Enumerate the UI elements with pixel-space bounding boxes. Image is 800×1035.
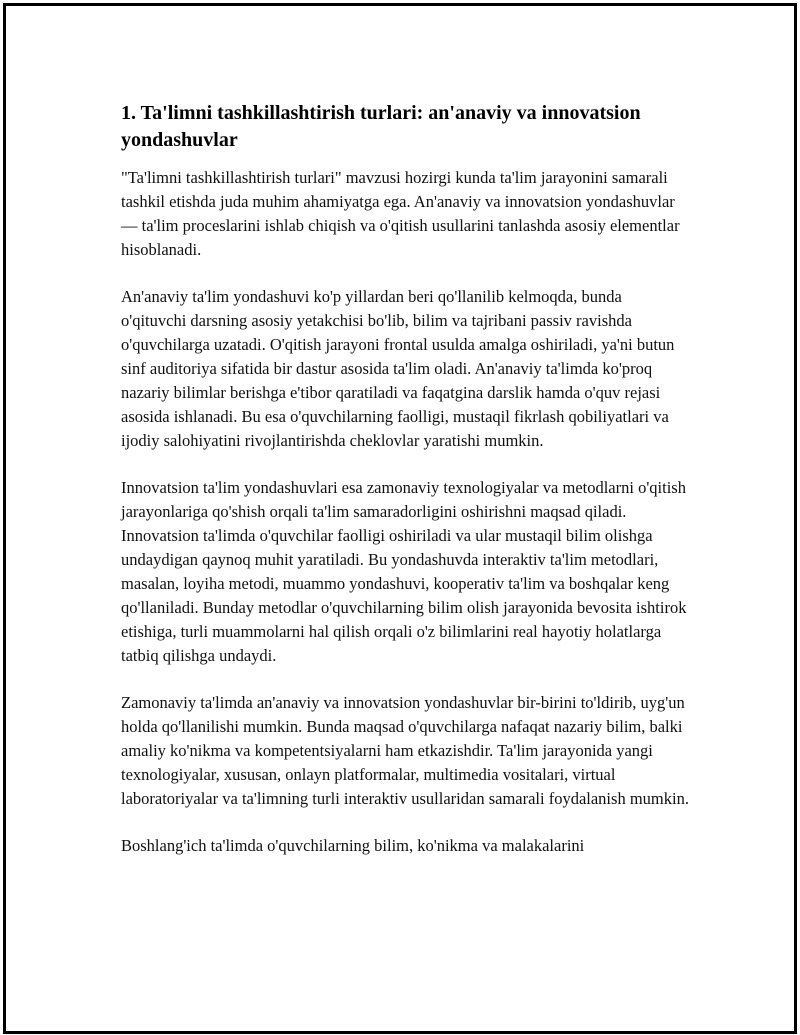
- section-heading: 1. Ta'limni tashkillashtirish turlari: an'anaviy va innovatsion yondashuvlar: [121, 102, 641, 151]
- paragraph-primary-education: Boshlang'ich ta'limda o'quvchilarning bilim, ko'nikma va malakalarini: [121, 836, 585, 855]
- paragraph-traditional: An'anaviy ta'lim yondashuvi ko'p yillardan beri qo'llanilib kelmoqda, bunda o'qituvchi darsning asosiy yetakchisi bo'lib, bilim va tajribani passiv ravishda o'quvchilarga uzatadi. O'qitish jarayoni frontal usulda amalga oshiriladi, ya'ni butun sinf auditoriya sifatida bir dastur asosida ta'lim oladi. An'anaviy ta'limda ko'proq nazariy bilimlar berishga e'tibor qaratiladi va faqatgina darslik hamda o'quv rejasi asosida ishlanadi. Bu esa o'quvchilarning faolligi, mustaqil fikrlash qobiliyatlari va ijodiy salohiyatini rivojlantirishda cheklovlar yaratishi mumkin.: [121, 287, 675, 450]
- document-body: [121, 100, 691, 858]
- paragraph-intro: "Ta'limni tashkillashtirish turlari" mavzusi hozirgi kunda ta'lim jarayonini samarali tashkil etishda juda muhim ahamiyatga ega. An'anaviy va innovatsion yondashuvlar — ta'lim proceslarini ishlab chiqish va o'qitish usullarini tanlashda asosiy elementlar hisoblanadi.: [121, 168, 680, 259]
- page-frame: [3, 3, 797, 1034]
- paragraph-innovative: Innovatsion ta'lim yondashuvlari esa zamonaviy texnologiyalar va metodlarni o'qitish jarayonlariga qo'shish orqali ta'lim samaradorligini oshirishni maqsad qiladi. Innovatsion ta'limda o'quvchilar faolligi oshiriladi va ular mustaqil bilim olishga undaydigan qaynoq muhit yaratiladi. Bu yondashuvda interaktiv ta'lim metodlari, masalan, loyiha metodi, muammo yondashuvi, kooperativ ta'lim va boshqalar keng qo'llaniladi. Bunday metodlar o'quvchilarning bilim olish jarayonida bevosita ishtirok etishiga, turli muammolarni hal qilish orqali o'z bilimlarini real hayotiy holatlarga tatbiq qilishga undaydi.: [121, 478, 687, 665]
- paragraph-modern: Zamonaviy ta'limda an'anaviy va innovatsion yondashuvlar bir-birini to'ldirib, uyg'un holda qo'llanilishi mumkin. Bunda maqsad o'quvchilarga nafaqat nazariy bilim, balki amaliy ko'nikma va kompetentsiyalarni ham etkazishdir. Ta'lim jarayonida yangi texnologiyalar, xususan, onlayn platformalar, multimedia vositalari, virtual laboratoriyalar va ta'limning turli interaktiv usullaridan samarali foydalanish mumkin.: [121, 693, 689, 808]
